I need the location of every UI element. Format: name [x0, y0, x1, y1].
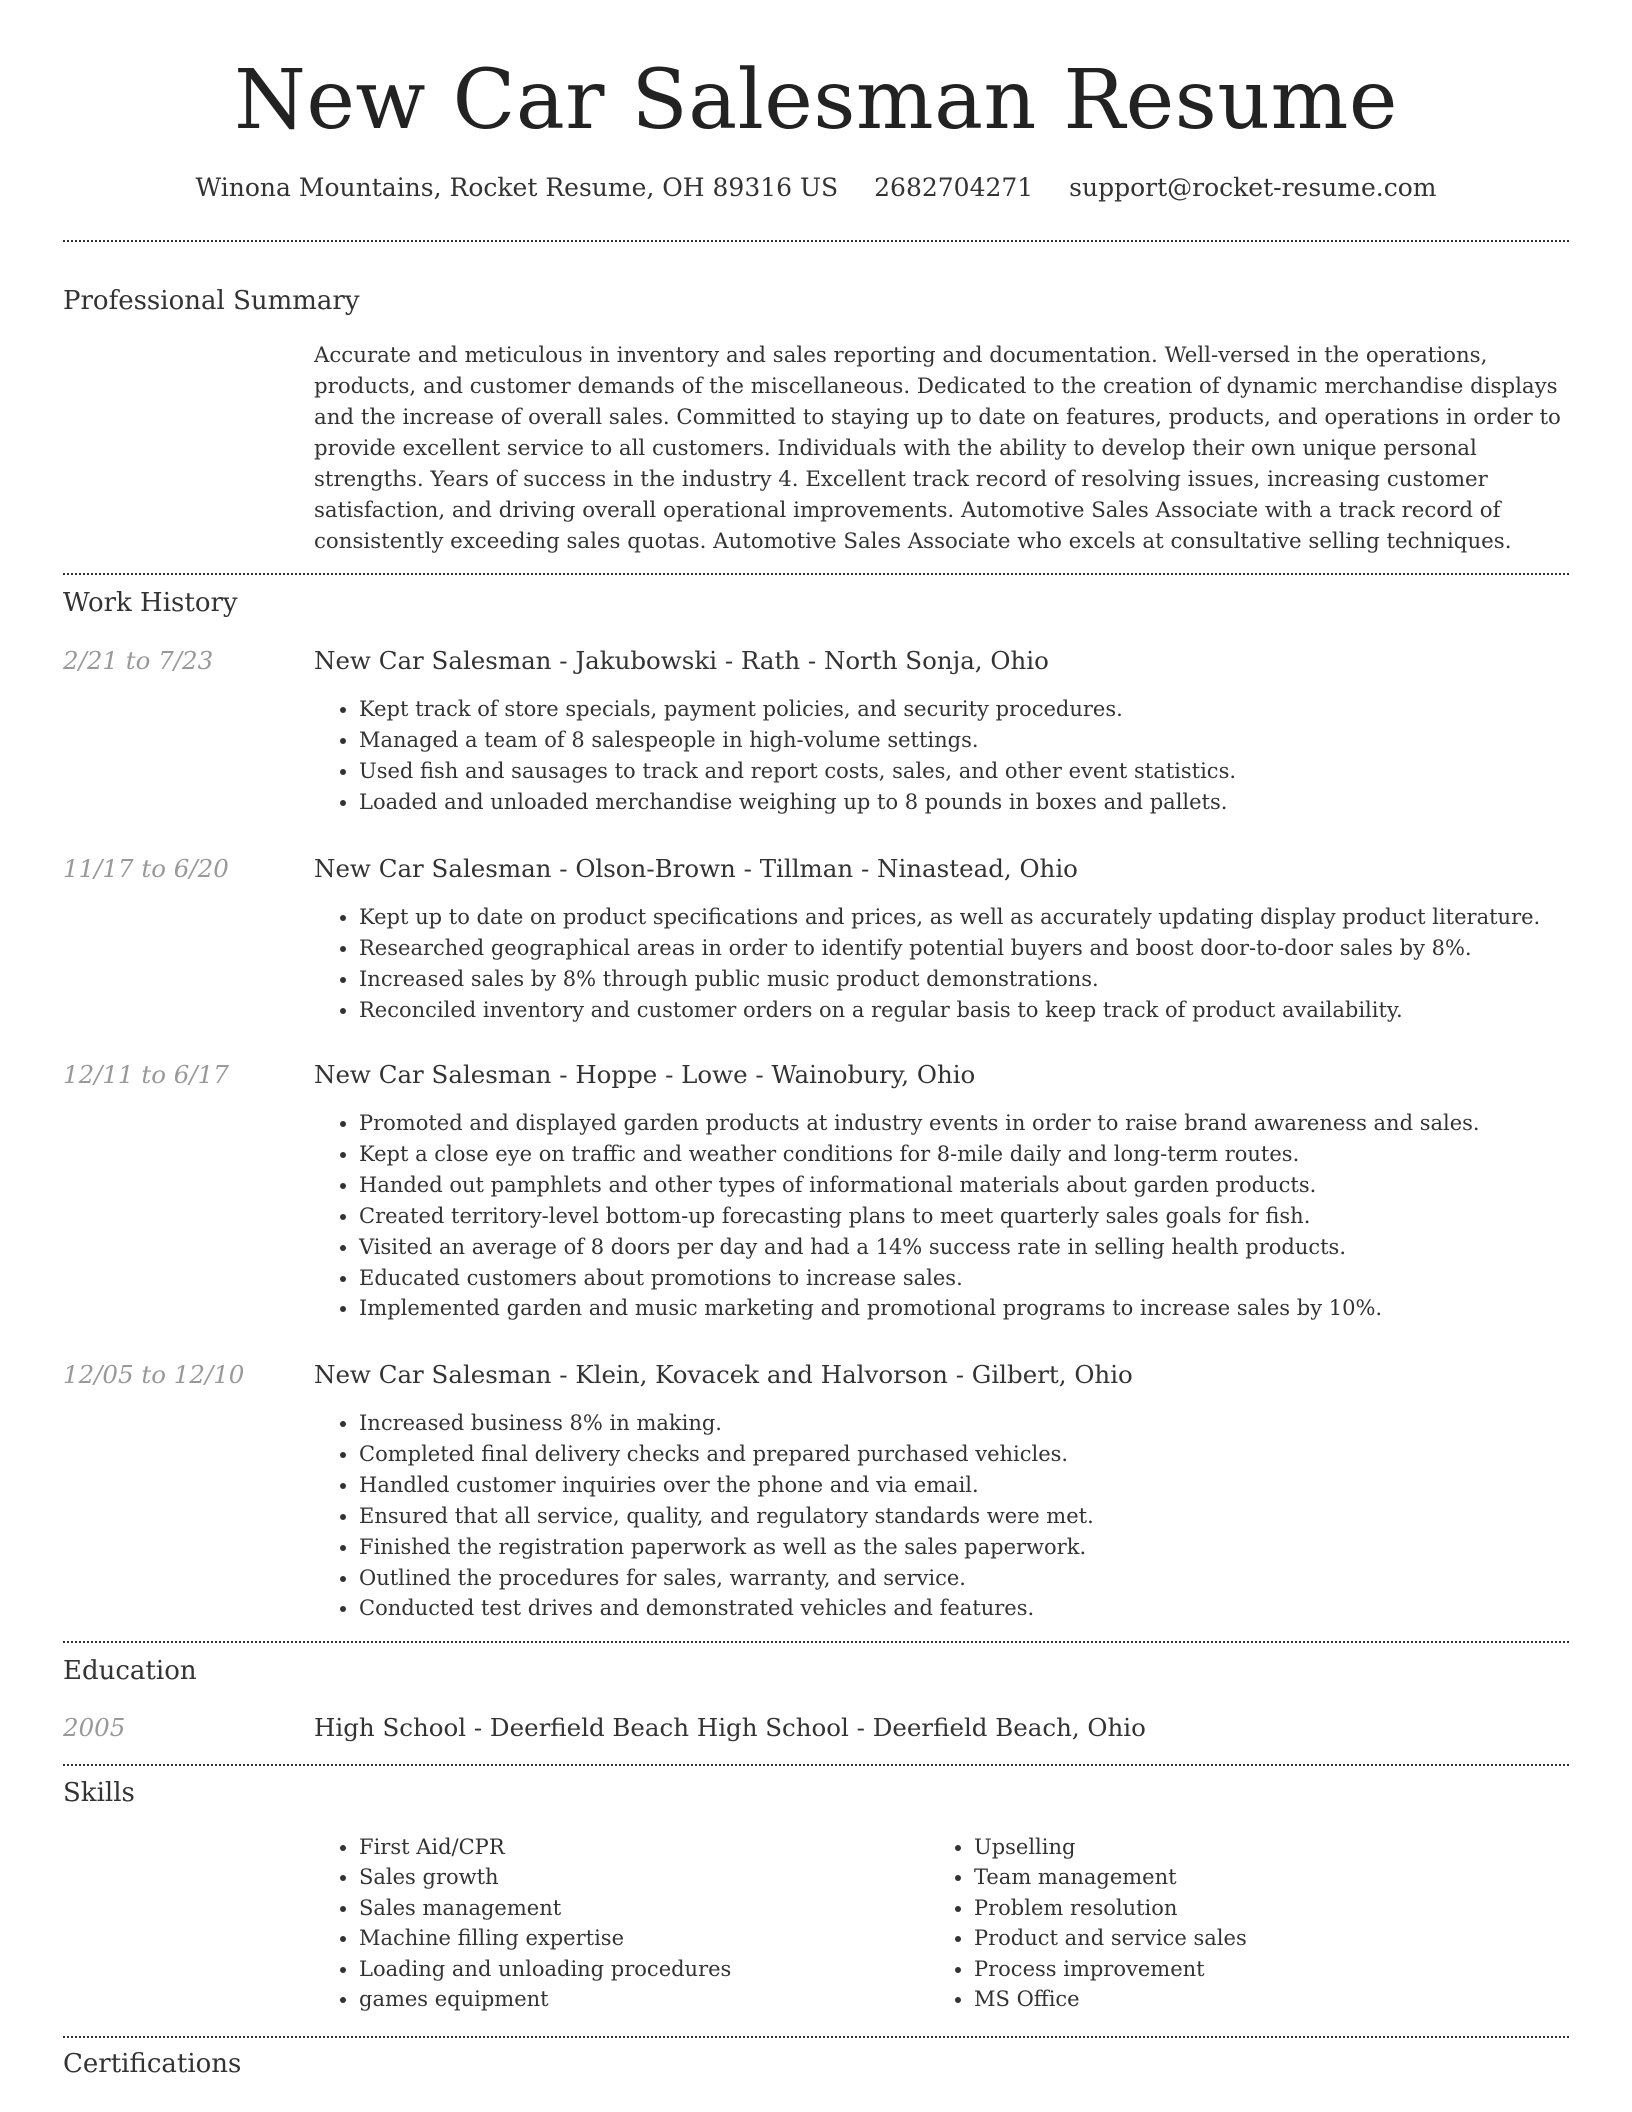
- skill-item: • MS Office: [974, 1984, 1247, 2014]
- skill-item: • Product and service sales: [974, 1923, 1247, 1953]
- section-divider: [63, 1764, 1569, 1766]
- section-title-summary: Professional Summary: [63, 286, 360, 316]
- contact-line: [0, 170, 1632, 206]
- bullet-item: • Created territory-level bottom-up forecasting plans to meet quarterly sales goals for fish.: [359, 1201, 1480, 1232]
- bullet-item: • Increased business 8% in making.: [359, 1408, 1094, 1439]
- skill-item: • Loading and unloading procedures: [359, 1954, 731, 1984]
- bullet-item: • Handed out pamphlets and other types of informational materials about garden products.: [359, 1170, 1480, 1201]
- education-year: 2005: [63, 1713, 126, 1742]
- skill-item: • games equipment: [359, 1984, 731, 2014]
- section-title-education: Education: [63, 1656, 197, 1686]
- contact-address: Winona Mountains, Rocket Resume, OH 89316 US: [195, 173, 839, 202]
- skill-item: • Sales management: [359, 1893, 731, 1923]
- section-divider: [63, 1641, 1569, 1643]
- job-title: New Car Salesman - Klein, Kovacek and Halvorson - Gilbert, Ohio: [314, 1360, 1133, 1389]
- skill-item: • Problem resolution: [974, 1893, 1247, 1923]
- job-dates: 2/21 to 7/23: [63, 646, 214, 675]
- section-divider: [63, 573, 1569, 575]
- education-title: High School - Deerfield Beach High School - Deerfield Beach, Ohio: [314, 1713, 1146, 1742]
- skill-item: • Machine filling expertise: [359, 1923, 731, 1953]
- section-divider: [63, 2036, 1569, 2038]
- job-dates: 12/05 to 12/10: [63, 1360, 245, 1389]
- job-bullets: [314, 902, 1540, 1026]
- job-title: New Car Salesman - Olson-Brown - Tillman - Ninastead, Ohio: [314, 854, 1078, 883]
- section-title-certifications: Certifications: [63, 2049, 242, 2079]
- bullet-item: • Reconciled inventory and customer orders on a regular basis to keep track of product availability.: [359, 995, 1540, 1026]
- job-dates: 12/11 to 6/17: [63, 1060, 229, 1089]
- resume-title: New Car Salesman Resume: [234, 53, 1398, 148]
- skill-item: • Process improvement: [974, 1954, 1247, 1984]
- bullet-item: • Educated customers about promotions to increase sales.: [359, 1263, 1480, 1294]
- skill-item: • Sales growth: [359, 1862, 731, 1892]
- job-dates: 11/17 to 6/20: [63, 854, 229, 883]
- bullet-item: • Increased sales by 8% through public music product demonstrations.: [359, 964, 1540, 995]
- skills-list-left: [314, 1832, 731, 2014]
- job-title: New Car Salesman - Hoppe - Lowe - Wainobury, Ohio: [314, 1060, 976, 1089]
- bullet-item: • Completed final delivery checks and prepared purchased vehicles.: [359, 1439, 1094, 1470]
- bullet-item: • Finished the registration paperwork as well as the sales paperwork.: [359, 1532, 1094, 1563]
- job-bullets: [314, 1408, 1094, 1624]
- summary-text: Accurate and meticulous in inventory and sales reporting and documentation. Well-versed in the operations, products, and customer demands of the miscellaneous. Dedicated to the creation of dynamic merchandise displays and the increase of overall sales. Committed to staying up to date on features, products, and operations in order to provide excellent service to all customers. Individuals with the ability to develop their own unique personal strengths. Years of success in the industry 4. Excellent track record of resolving issues, increasing customer satisfaction, and driving overall operational improvements. Automotive Sales Associate with a track record of consistently exceeding sales quotas. Automotive Sales Associate who excels at consultative selling techniques.: [314, 343, 1561, 554]
- skills-list-right: [929, 1832, 1247, 2014]
- bullet-item: • Conducted test drives and demonstrated vehicles and features.: [359, 1593, 1094, 1624]
- job-bullets: [314, 1108, 1480, 1324]
- bullet-item: • Visited an average of 8 doors per day and had a 14% success rate in selling health products.: [359, 1232, 1480, 1263]
- bullet-item: • Ensured that all service, quality, and regulatory standards were met.: [359, 1501, 1094, 1532]
- bullet-item: • Researched geographical areas in order to identify potential buyers and boost door-to-door sales by 8%.: [359, 933, 1540, 964]
- bullet-item: • Outlined the procedures for sales, warranty, and service.: [359, 1563, 1094, 1594]
- skill-item: • Team management: [974, 1862, 1247, 1892]
- section-title-work: Work History: [63, 588, 238, 618]
- skill-item: • First Aid/CPR: [359, 1832, 731, 1862]
- bullet-item: • Managed a team of 8 salespeople in high-volume settings.: [359, 725, 1236, 756]
- bullet-item: • Kept up to date on product specifications and prices, as well as accurately updating display product literature.: [359, 902, 1540, 933]
- bullet-item: • Handled customer inquiries over the phone and via email.: [359, 1470, 1094, 1501]
- contact-email[interactable]: support@rocket-resume.com: [1069, 173, 1437, 202]
- bullet-item: • Kept track of store specials, payment policies, and security procedures.: [359, 694, 1236, 725]
- section-title-skills: Skills: [63, 1778, 135, 1808]
- skill-item: • Upselling: [974, 1832, 1247, 1862]
- bullet-item: • Implemented garden and music marketing and promotional programs to increase sales by 10%.: [359, 1293, 1480, 1324]
- bullet-item: • Used fish and sausages to track and report costs, sales, and other event statistics.: [359, 756, 1236, 787]
- bullet-item: • Kept a close eye on traffic and weather conditions for 8-mile daily and long-term routes.: [359, 1139, 1480, 1170]
- job-title: New Car Salesman - Jakubowski - Rath - North Sonja, Ohio: [314, 646, 1049, 675]
- bullet-item: • Promoted and displayed garden products at industry events in order to raise brand awareness and sales.: [359, 1108, 1480, 1139]
- job-bullets: [314, 694, 1236, 818]
- contact-phone: 2682704271: [874, 173, 1034, 202]
- section-divider: [63, 240, 1569, 242]
- bullet-item: • Loaded and unloaded merchandise weighing up to 8 pounds in boxes and pallets.: [359, 787, 1236, 818]
